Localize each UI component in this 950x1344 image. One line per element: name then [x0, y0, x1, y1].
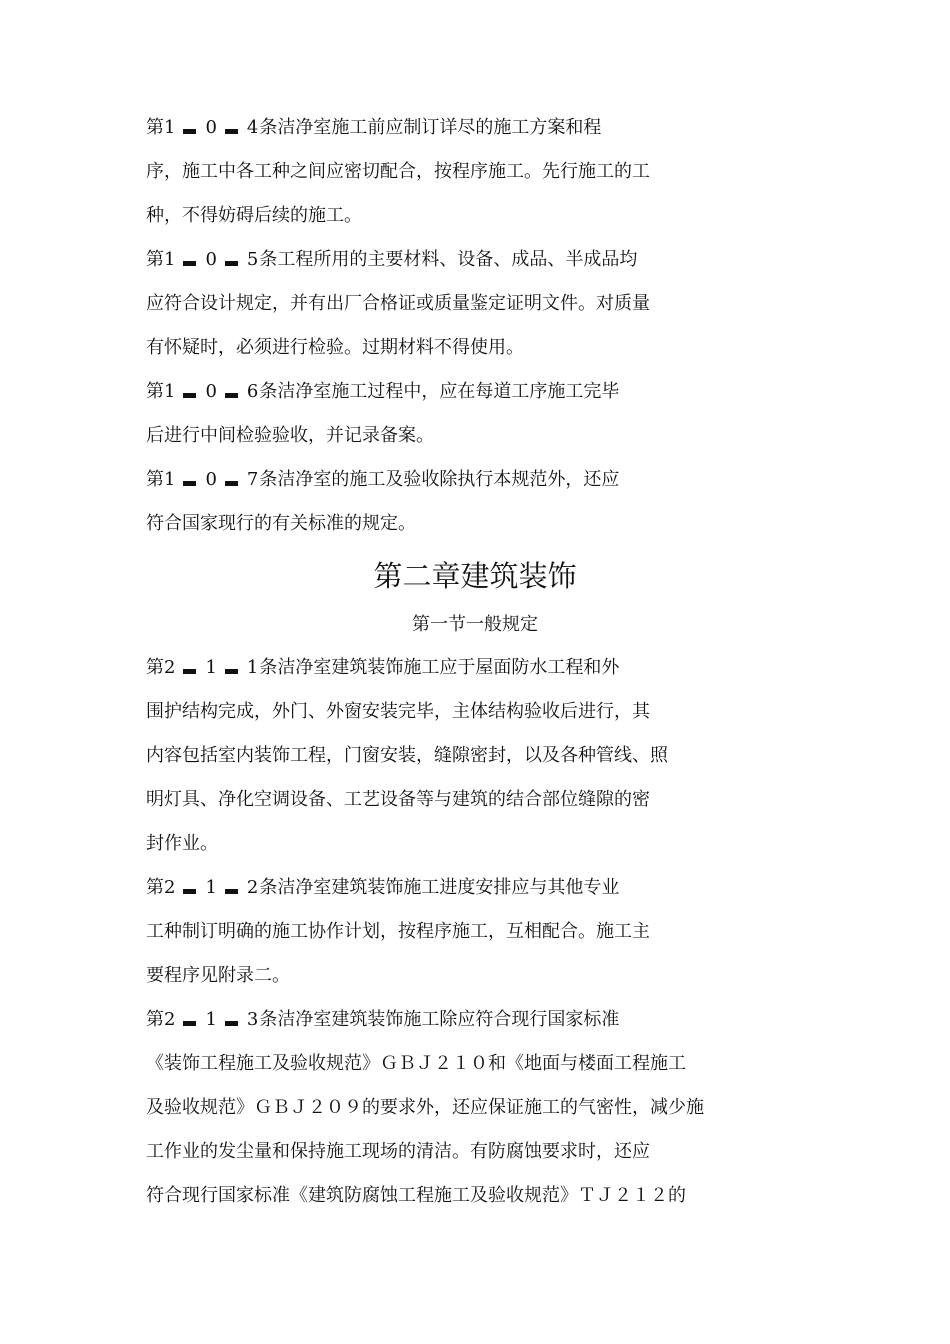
text-line: 工种制订明确的施工协作计划，按程序施工，互相配合。施工主 [146, 921, 650, 942]
article-2-1-2-line-1 [146, 876, 619, 900]
article-prefix: 第 [146, 117, 164, 138]
article-number: 5 [246, 249, 260, 270]
text-line: 有怀疑时，必须进行检验。过期材料不得使用。 [146, 337, 524, 358]
text-line: 应符合设计规定，并有出厂合格证或质量鉴定证明文件。对质量 [146, 293, 650, 314]
section-title: 第一节一般规定 [412, 614, 538, 635]
text-line: 种，不得妨碍后续的施工。 [146, 205, 362, 226]
text-line: 封作业。 [146, 833, 218, 854]
article-number: 3 [246, 1009, 260, 1030]
article-number: 2 [246, 877, 260, 898]
text-line: 及验收规范》ＧＢＪ２０９的要求外，还应保证施工的气密性，减少施 [146, 1097, 704, 1118]
article-text: 条洁净室施工过程中，应在每道工序施工完毕 [259, 381, 620, 402]
text-line: 序，施工中各工种之间应密切配合，按程序施工。先行施工的工 [146, 161, 650, 182]
text-line: 围护结构完成，外门、外窗安装完毕，主体结构验收后进行，其 [146, 701, 650, 722]
article-number: 6 [246, 381, 260, 402]
section-number: 0 [205, 469, 218, 490]
separator-mark [183, 669, 196, 674]
text-line: 《装饰工程施工及验收规范》ＧＢＪ２１０和《地面与楼面工程施工 [146, 1053, 686, 1074]
chapter-number: 1 [164, 469, 177, 490]
article-1-0-7-line-1 [146, 468, 619, 492]
separator-mark [225, 889, 238, 894]
chapter-number: 1 [164, 117, 177, 138]
section-number: 1 [205, 877, 218, 898]
section-number: 1 [205, 1009, 218, 1030]
article-text: 条洁净室施工前应制订详尽的施工方案和程 [259, 117, 602, 138]
text-line: 符合国家现行的有关标准的规定。 [146, 513, 416, 534]
article-prefix: 第 [146, 1009, 164, 1030]
article-text: 条工程所用的主要材料、设备、成品、半成品均 [259, 249, 638, 270]
chapter-number: 2 [164, 657, 177, 678]
separator-mark [183, 393, 196, 398]
chapter-title: 第二章建筑装饰 [373, 559, 577, 593]
text-line: 明灯具、净化空调设备、工艺设备等与建筑的结合部位缝隙的密 [146, 789, 650, 810]
chapter-number: 1 [164, 249, 177, 270]
chapter-number: 2 [164, 877, 177, 898]
separator-mark [225, 669, 238, 674]
article-text: 条洁净室建筑装饰施工应于屋面防水工程和外 [259, 657, 620, 678]
chapter-number: 2 [164, 1009, 177, 1030]
article-prefix: 第 [146, 381, 164, 402]
text-line: 要程序见附录二。 [146, 965, 290, 986]
article-1-0-6-line-1 [146, 380, 619, 404]
article-text: 条洁净室建筑装饰施工进度安排应与其他专业 [259, 877, 620, 898]
article-prefix: 第 [146, 657, 164, 678]
section-number: 0 [205, 117, 218, 138]
article-text: 条洁净室建筑装饰施工除应符合现行国家标准 [259, 1009, 620, 1030]
text-line: 工作业的发尘量和保持施工现场的清洁。有防腐蚀要求时，还应 [146, 1141, 650, 1162]
separator-mark [183, 261, 196, 266]
article-2-1-1-line-1 [146, 656, 619, 680]
separator-mark [225, 129, 238, 134]
separator-mark [225, 481, 238, 486]
text-line: 内容包括室内装饰工程，门窗安装，缝隙密封，以及各种管线、照 [146, 745, 668, 766]
article-number: 4 [246, 117, 260, 138]
article-1-0-5-line-1 [146, 248, 637, 272]
article-prefix: 第 [146, 469, 164, 490]
separator-mark [225, 393, 238, 398]
article-number: 1 [246, 657, 260, 678]
article-text: 条洁净室的施工及验收除执行本规范外，还应 [259, 469, 620, 490]
article-number: 7 [246, 469, 260, 490]
section-number: 0 [205, 381, 218, 402]
chapter-number: 1 [164, 381, 177, 402]
text-line: 后进行中间检验验收，并记录备案。 [146, 425, 434, 446]
article-2-1-3-line-1 [146, 1008, 619, 1032]
separator-mark [183, 129, 196, 134]
text-line: 符合现行国家标准《建筑防腐蚀工程施工及验收规范》ＴＪ２１２的 [146, 1185, 686, 1206]
article-1-0-4-line-1 [146, 116, 601, 140]
separator-mark [225, 261, 238, 266]
separator-mark [183, 1021, 196, 1026]
section-number: 1 [205, 657, 218, 678]
section-number: 0 [205, 249, 218, 270]
separator-mark [225, 1021, 238, 1026]
article-prefix: 第 [146, 877, 164, 898]
separator-mark [183, 481, 196, 486]
separator-mark [183, 889, 196, 894]
article-prefix: 第 [146, 249, 164, 270]
